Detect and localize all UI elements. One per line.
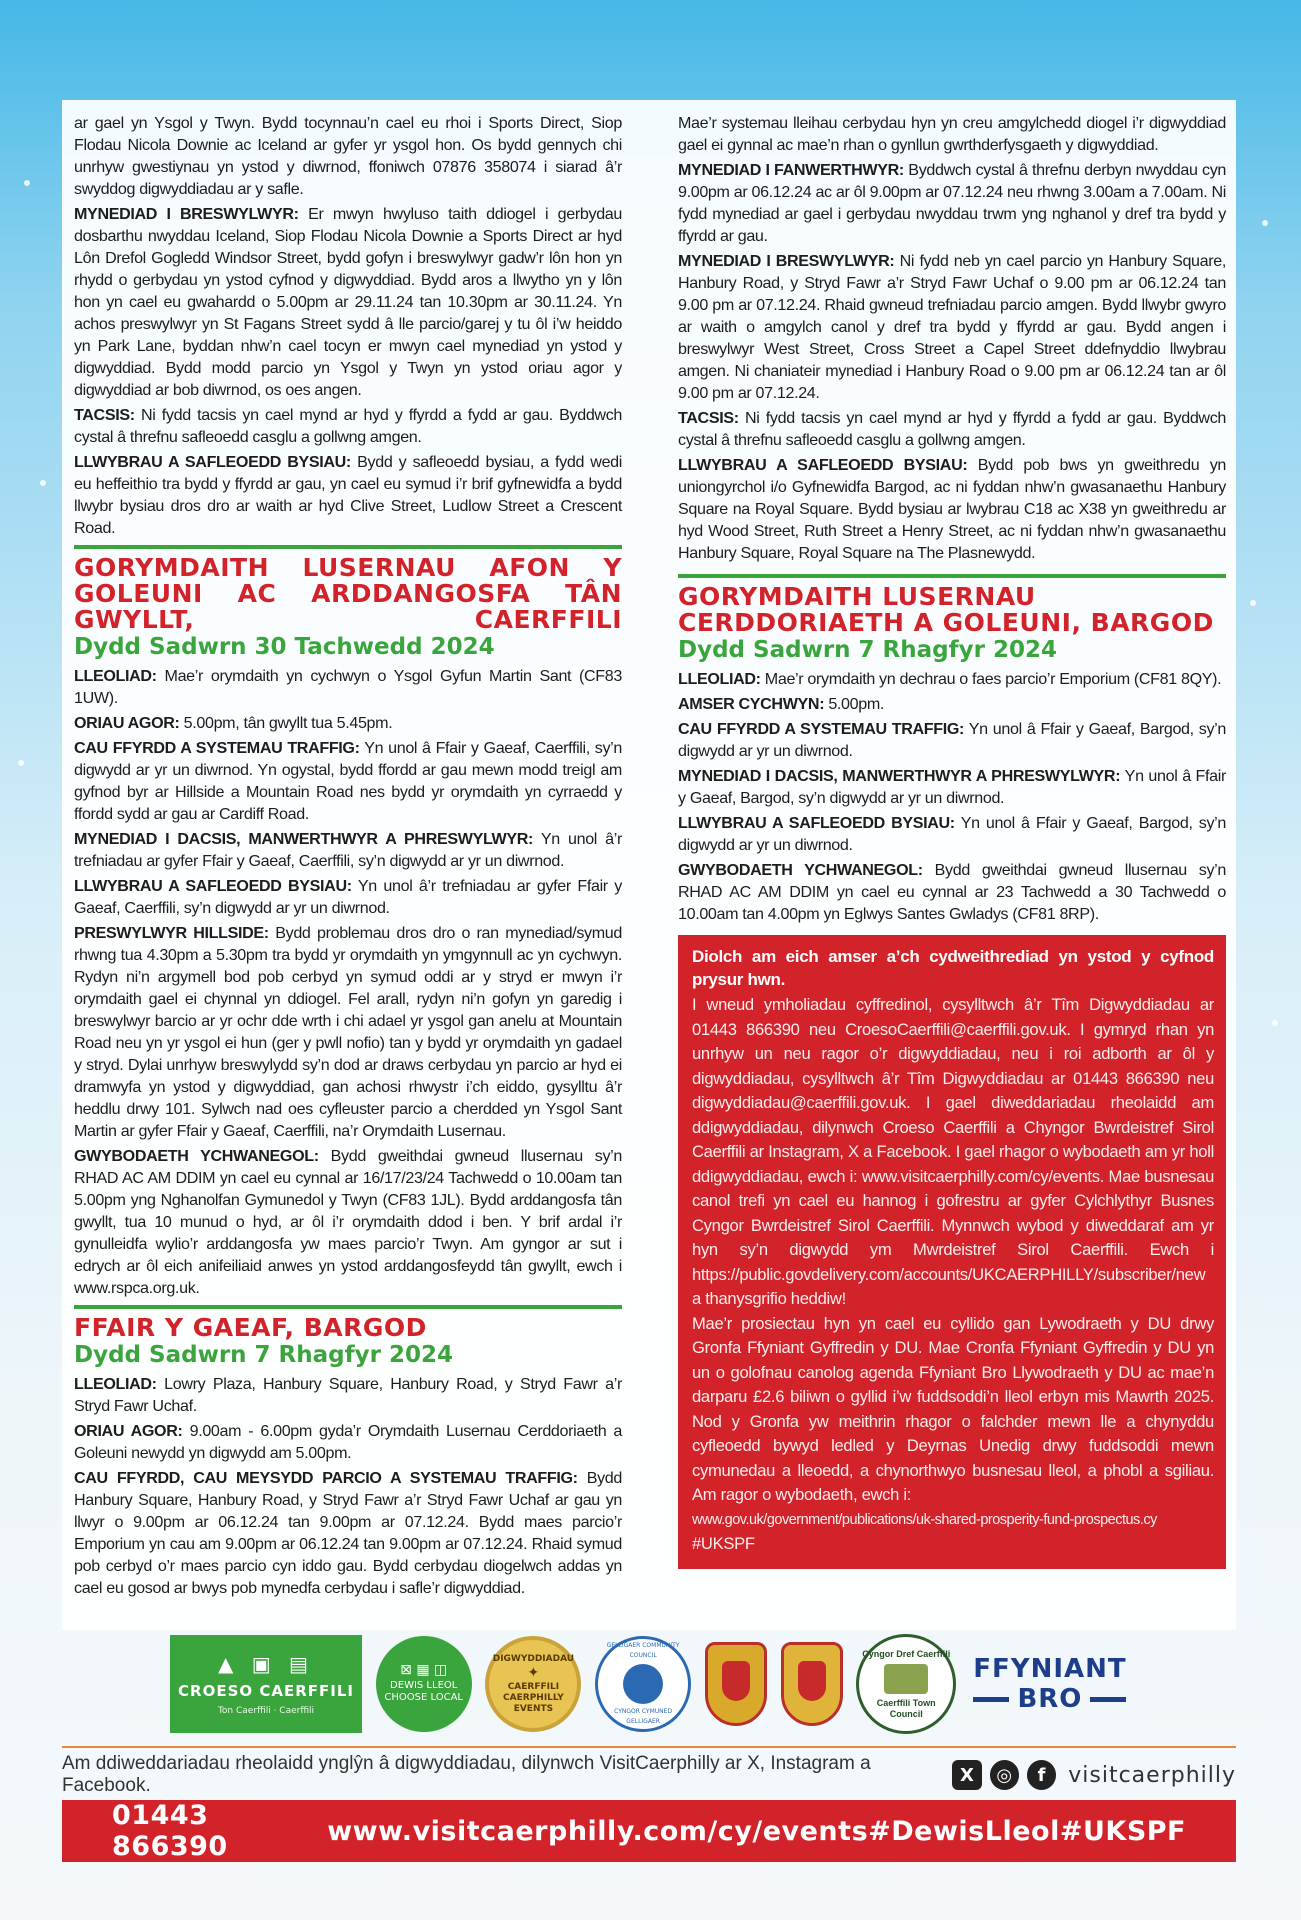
info-item: LLEOLIAD: Mae’r orymdaith yn dechrau o faes parcio’r Emporium (CF81 8QY). bbox=[678, 670, 1222, 688]
caerffili-town-council-logo: Cyngor Dref Caerffili Caerffili Town Council bbox=[856, 1634, 956, 1734]
info-item: GWYBODAETH YCHWANEGOL: Bydd gweithdai gwneud llusernau sy’n RHAD AC AM DDIM yn cael eu cynnal ar 16/17/23/24 Tachwedd o 10.00am tan 5.00pm yng Nghanolfan Gymunedol y Twyn (CF83 1JL). Bydd arddangosfa tân gwyllt, tua 10 munud o hyd, ar ôl i’r orymdaith ddod i ben. Y brif ardal i’r gynulleidfa wylio’r arddangosfa yw maes parcio’r Twyn. Am gyngor ar sut i edrych ar ôl eich anifeiliaid anwes yn ystod arddangosfeydd tân gwyllt, ewch i www.rspca.org.uk. bbox=[74, 1147, 622, 1297]
facebook-icon[interactable]: f bbox=[1027, 1760, 1056, 1790]
info-item: MYNEDIAD I FANWERTHWYR: Byddwch cystal â threfnu derbyn nwyddau cyn 9.00pm ar 06.12.24 ac ar ôl 9.00pm ar 07.12.24 neu rhwng 3.00am a 7.00am. Ni fydd mynediad ar gael i gerbydau nwyddau trwm yng nghanol y dref tra bydd y ffyrdd ar gau. bbox=[678, 161, 1227, 245]
info-item: LLWYBRAU A SAFLEOEDD BYSIAU: Bydd pob bws yn gweithredu yn uniongyrchol i/o Gyfnewidfa Bargod, ac ni fyddan nhw’n gwasanaethu Hanbury Square na Royal Square. Bydd bysiau ar lwybrau C18 ac X38 yn gweithredu ar hyd Wood Street, Ruth Street a Henry Street, ac ni fyddan nhw’n gwasanaethu Hanbury Square, Royal Square na The Plasnewydd. bbox=[678, 456, 1226, 562]
intro-paragraph: Mae’r systemau lleihau cerbydau hyn yn creu amgylchedd diogel i’r digwyddiad gael ei gynnal ac mae’n rhan o gynllun gwrthderfysgaeth y digwyddiad. bbox=[678, 114, 1226, 154]
snowflake bbox=[40, 480, 46, 486]
section-music-light-parade-bargod bbox=[678, 574, 1226, 925]
thank-you-title: Diolch am eich amser a’ch cydweithrediad yn ystod y cyfnod prysur hwn. bbox=[692, 947, 1214, 989]
dragon-crest-logo bbox=[781, 1642, 843, 1726]
info-item: CAU FFYRDD A SYSTEMAU TRAFFIG: Yn unol â Ffair y Gaeaf, Bargod, sy’n digwydd ar yr un diwrnod. bbox=[678, 720, 1227, 760]
footer-website[interactable]: www.visitcaerphilly.com/cy/events bbox=[327, 1815, 869, 1847]
social-handle[interactable]: visitcaerphilly bbox=[1068, 1762, 1237, 1788]
castle-icon bbox=[884, 1664, 928, 1694]
gelligaer-council-logo: GELLIGAER COMMUNITY COUNCIL CYNGOR CYMUNED GELLIGAER bbox=[595, 1636, 691, 1732]
info-item: ORIAU AGOR: 9.00am - 6.00pm gyda’r Orymdaith Lusernau Cerddoriaeth a Goleuni newydd yn digwydd am 5.00pm. bbox=[74, 1422, 622, 1462]
gelligaer-emblem bbox=[623, 1664, 663, 1704]
right-column bbox=[678, 112, 1226, 1569]
funding-paragraph: Mae’r prosiectau hyn yn cael eu cyllido gan Lywodraeth y DU drwy Gronfa Ffyniant Gyffredin y DU. Mae Cronfa Ffyniant Gyffredin y DU yn un o golofnau canolog agenda Ffyniant Bro Llywodraeth y DU ac mae’n darparu £2.6 biliwn o gyllid i’w fuddsoddi’n lleol erbyn mis Mawrth 2025. Nod y Gronfa yw meithrin rhagor o falchder mewn lle a chynyddu cyfleoedd bywyd ledled y Deyrnas Unedig drwy fuddsoddi mewn cymunedau a lleoedd, a chynorthwyo busnesau lleol, a phobl a sgiliau. Am ragor o wybodaeth, ewch i: bbox=[692, 1313, 1214, 1504]
x-icon[interactable]: X bbox=[952, 1760, 981, 1790]
footer-bar bbox=[62, 1800, 1236, 1862]
section-winter-fair-bargod bbox=[74, 1305, 622, 1599]
instagram-icon[interactable]: ◎ bbox=[990, 1760, 1019, 1790]
taxis-paragraph: TACSIS: Ni fydd tacsis yn cael mynd ar hyd y ffyrdd a fydd ar gau. Byddwch cystal â threfnu safleoedd casglu a gollwng amgen. bbox=[74, 406, 622, 446]
partner-logos bbox=[170, 1632, 1130, 1736]
info-item: LLWYBRAU A SAFLEOEDD BYSIAU: Yn unol â Ffair y Gaeaf, Bargod, sy’n digwydd ar yr un diwrnod. bbox=[678, 814, 1226, 854]
info-item: MYNEDIAD I BRESWYLWYR: Ni fydd neb yn cael parcio yn Hanbury Square, Hanbury Road, y Stryd Fawr a’r Stryd Fawr Uchaf o 9.00 pm ar 06.12.24 tan 9.00 pm ar 07.12.24. Rhaid gwneud trefniadau parcio amgen. Bydd llwybr gwyro ar waith o amgylch canol y dref tra bydd y ffyrdd ar gau. Bydd angen i breswylwyr West Street, Cross Street a Capel Street ddefnyddio llwybrau amgen. Ni chaniateir mynediad i Hanbury Road o 9.00 pm ar 06.12.24 tan ar ôl 9.00 pm ar 07.12.24. bbox=[678, 252, 1226, 402]
info-item: MYNEDIAD I DACSIS, MANWERTHWYR A PHRESWYLWYR: Yn unol â Ffair y Gaeaf, Bargod, sy’n digwydd ar yr un diwrnod. bbox=[678, 767, 1226, 807]
info-item: LLWYBRAU A SAFLEOEDD BYSIAU: Yn unol â’r trefniadau ar gyfer Ffair y Gaeaf, Caerffili, sy’n digwydd ar yr un diwrnod. bbox=[74, 877, 622, 917]
ffyniant-bro-logo: FFYNIANT BRO bbox=[973, 1654, 1127, 1714]
left-column bbox=[74, 112, 622, 1602]
snowflake bbox=[24, 180, 30, 186]
info-item: TACSIS: Ni fydd tacsis yn cael mynd ar hyd y ffyrdd a fydd ar gau. Byddwch cystal â threfnu safleoedd casglu a gollwng amgen. bbox=[678, 409, 1226, 449]
residents-access-paragraph: MYNEDIAD I BRESWYLWYR: Er mwyn hwyluso taith ddiogel i gerbydau dosbarthu nwyddau Iceland, Siop Flodau Nicola Downie a Sports Direct ar hyd Lôn Drefol Gogledd Windsor Street, bydd gofyn i breswylwyr gadw’r lôn hon yn rhydd o gerbydau yn ystod cyfnod y digwyddiad. Bydd aros a llwytho yn y lôn hon yn cael eu gwahardd o 5.00pm ar 29.11.24 tan 10.30pm ar 30.11.24. Yn achos preswylwyr yn St Fagans Street sydd â lle parcio/garej y tu ôl i’w heiddo yn Park Lane, byddan nhw’n cael tocyn er mwyn cael mynediad yn ystod y digwyddiad. Bydd modd parcio yn Ysgol y Twyn yn ystod oriau agor y digwyddiad ar bob diwrnod, os oes angen. bbox=[74, 205, 622, 399]
thank-you-box bbox=[678, 935, 1226, 1569]
croeso-icons: ▲ ▣ ▤ bbox=[218, 1652, 314, 1676]
dewis-lleol-logo: ⊠ ▦ ◫ DEWIS LLEOL CHOOSE LOCAL bbox=[376, 1636, 472, 1732]
funding-link[interactable]: www.gov.uk/government/publications/uk-shared-prosperity-fund-prospectus.cy bbox=[692, 1511, 1157, 1528]
info-item: MYNEDIAD I DACSIS, MANWERTHWYR A PHRESWYLWYR: Yn unol â’r trefniadau ar gyfer Ffair y Gaeaf, Caerffili, sy’n digwydd ar yr un diwrnod. bbox=[74, 830, 622, 870]
council-crest-logo bbox=[705, 1642, 767, 1726]
snowflake bbox=[1250, 600, 1256, 606]
section-date: Dydd Sadwrn 7 Rhagfyr 2024 bbox=[678, 637, 1057, 663]
social-text: Am ddiweddariadau rheolaidd ynglŷn â digwyddiadau, dilynwch VisitCaerphilly ar X, Instagram a Facebook. bbox=[62, 1753, 871, 1796]
intro-paragraph: ar gael yn Ysgol y Twyn. Bydd tocynnau’n cael eu rhoi i Sports Direct, Siop Flodau Nicola Downie ac Iceland ar gyfer yr ysgol hon. Os bydd gennych chi unrhyw gwestiynau yn ystod y diwrnod, ffoniwch 07876 358074 i siarad â’r swyddog digwyddiadau ar y safle. bbox=[74, 114, 622, 198]
info-item: CAU FFYRDD, CAU MEYSYDD PARCIO A SYSTEMAU TRAFFIG: Bydd Hanbury Square, Hanbury Road, y Stryd Fawr a’r Stryd Fawr Uchaf ar gau yn llwyr o 9.00pm ar 06.12.24 tan 9.00pm ar 07.12.24. Bydd maes parcio’r Emporium yn cau am 9.00pm ar 06.12.24 tan 9.00pm ar 07.12.24. Rhaid symud pob cerbyd o’r maes parcio cyn iddo gau. Bydd cerbydau diogelwch addas yn cael eu gosod ar bwys pob mynedfa cerbydau i safle’r digwyddiad. bbox=[74, 1469, 623, 1597]
footer-hashtag-ukspf: #UKSPF bbox=[1059, 1815, 1186, 1847]
section-title: FFAIR Y GAEAF, BARGOD bbox=[74, 1313, 427, 1342]
info-item: GWYBODAETH YCHWANEGOL: Bydd gweithdai gwneud llusernau sy’n RHAD AC AM DDIM yn cael eu cynnal ar 23 Tachwedd a 30 Tachwedd o 10.00am tan 4.00pm yn Eglwys Santes Gwladys (CF81 8RP). bbox=[678, 861, 1226, 923]
section-title: GORYMDAITH LUSERNAU AFON Y GOLEUNI AC ARDDANGOSFA TÂN GWYLLT, CAERFFILI bbox=[74, 553, 622, 634]
footer-phone[interactable]: 01443 866390 bbox=[112, 1800, 228, 1862]
info-item: LLEOLIAD: Lowry Plaza, Hanbury Square, Hanbury Road, y Stryd Fawr a’r Stryd Fawr Uchaf. bbox=[74, 1375, 622, 1415]
caerphilly-events-logo: DIGWYDDIADAU ✦ CAERFFILI CAERPHILLY EVENTS bbox=[485, 1636, 581, 1732]
croeso-caerffili-logo: ▲ ▣ ▤ CROESO CAERFFILI Ton Caerffili · Caerffili bbox=[170, 1635, 362, 1733]
info-item: CAU FFYRDD A SYSTEMAU TRAFFIG: Yn unol â Ffair y Gaeaf, Caerffili, sy’n digwydd ar yr un diwrnod. Yn ogystal, bydd ffordd ar gau mewn modd treigl am gyfnod byr ar Hillside a Mountain Road nes bydd yr orymdaith yn cyrraedd y ffordd sydd ar gau ar Cardiff Road. bbox=[74, 739, 623, 823]
section-title: GORYMDAITH LUSERNAU CERDDORIAETH A GOLEUNI, BARGOD bbox=[678, 582, 1214, 637]
info-item: ORIAU AGOR: 5.00pm, tân gwyllt tua 5.45pm. bbox=[74, 714, 393, 732]
snowflake bbox=[18, 760, 24, 766]
divider bbox=[62, 1746, 1236, 1748]
ukspf-hashtag: #UKSPF bbox=[692, 1534, 755, 1553]
info-item: PRESWYLWYR HILLSIDE: Bydd problemau dros dro o ran mynediad/symud rhwng tua 4.30pm a 5.30pm tra bydd yr orymdaith yn ymgynnull ac yn cychwyn. Rydyn ni’n argymell bod pob cerbyd yn symud oddi ar y stryd er mwyn i’r orymdaith gael ei chynnal yn ddiogel. Fel arall, rydyn ni’n gofyn yn garedig i breswylwyr barcio ar yr ochr dde wrth i chi adael yr ysgol gan anelu at Mountain Road neu yn yr ysgol ei hun (ger y pwll nofio) tan y bydd yr orymdaith yn gadael y stryd. Dylai unrhyw breswylydd sy’n dod ar draws cerbydau yn parcio ar hyd ei dramwyfa yn ystod y digwyddiad, gan achosi rhwystr i’ch eiddo, gysylltu â’r heddlu drwy 101. Sylwch nad oes cyfleuster parcio a cherdded yn Ysgol Sant Martin ar gyfer Ffair y Gaeaf, Caerffili, na’r Orymdaith Lusernau. bbox=[74, 924, 622, 1140]
snowflake bbox=[1272, 1020, 1278, 1026]
contact-paragraph: I wneud ymholiadau cyffredinol, cysylltwch â’r Tîm Digwyddiadau ar 01443 866390 neu CroesoCaerffili@caerffili.gov.uk. I gymryd rhan yn unrhyw un neu ragor o’r digwyddiadau, neu i roi adborth ar ôl y digwyddiadau, cysylltwch â’r Tîm Digwyddiadau ar 01443 866390 neu digwyddiadau@caerffili.gov.uk. I gael diweddariadau rheolaidd am ddigwyddiadau, dilynwch Croeso Caerffili a Chyngor Bwrdeistref Sirol Caerffili ar Instagram, X a Facebook. I gael rhagor o wybodaeth am yr holl ddigwyddiadau, ewch i: www.visitcaerphilly.com/cy/events. Mae busnesau canol trefi yn cael eu hannog i gofrestru ar gyfer Cylchlythyr Busnes Cyngor Bwrdeistref Sirol Caerffili. Mynnwch wybod y diweddaraf am yr hyn sy’n digwydd ym Mwrdeistref Sirol Caerffili. Ewch i https://public.govdelivery.com/accounts/UKCAERPHILLY/subscriber/new a thanysgrifio heddiw! bbox=[692, 995, 1214, 1308]
shop-icons: ⊠ ▦ ◫ bbox=[400, 1662, 448, 1678]
social-follow-line bbox=[62, 1752, 1236, 1798]
section-lantern-parade-caerffili bbox=[74, 545, 622, 1299]
section-date: Dydd Sadwrn 30 Tachwedd 2024 bbox=[74, 634, 495, 660]
info-item: AMSER CYCHWYN: 5.00pm. bbox=[678, 695, 885, 713]
bus-routes-paragraph: LLWYBRAU A SAFLEOEDD BYSIAU: Bydd y safleoedd bysiau, a fydd wedi eu heffeithio tra bydd y ffyrdd ar gau, yn cael eu symud i’r brif gyfnewidfa a bydd llwybr bysiau dros dro ar waith ar hyd Clive Street, Ludlow Street a Crescent Road. bbox=[74, 453, 622, 537]
snowflake bbox=[1262, 220, 1268, 226]
section-date: Dydd Sadwrn 7 Rhagfyr 2024 bbox=[74, 1342, 453, 1368]
info-item: LLEOLIAD: Mae’r orymdaith yn cychwyn o Ysgol Gyfun Martin Sant (CF83 1UW). bbox=[74, 667, 622, 707]
footer-hashtag-dewislleol: #DewisLleol bbox=[868, 1815, 1060, 1847]
